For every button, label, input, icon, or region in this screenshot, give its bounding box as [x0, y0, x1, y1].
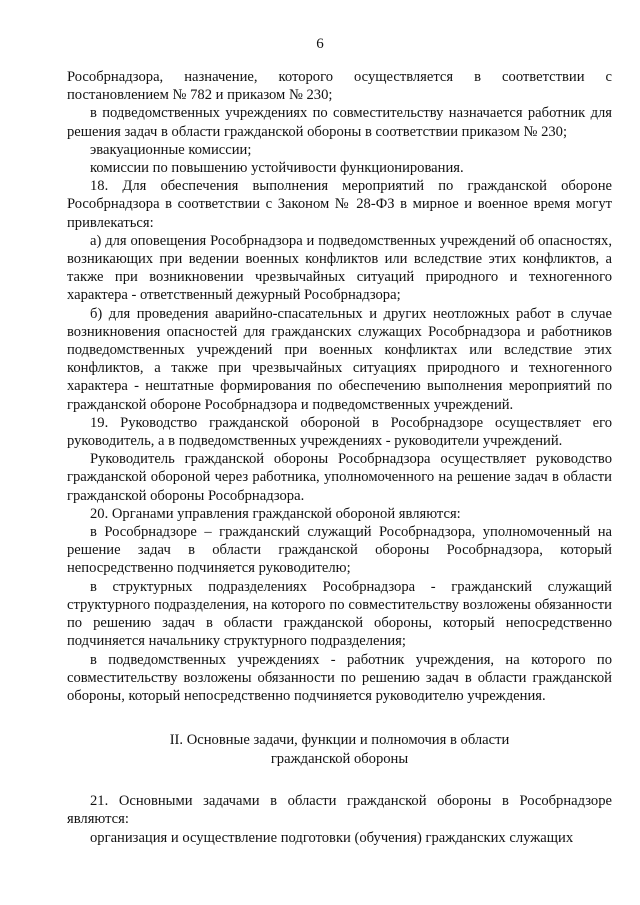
paragraph: 21. Основными задачами в области гражданской обороны в Рособрнадзоре являются: — [67, 793, 612, 828]
paragraph: организация и осуществление подготовки (обучения) гражданских служащих — [90, 829, 574, 846]
paragraph: 19. Руководство гражданской обороной в Рособрнадзоре осуществляет его руководитель, а в подведомственных учреждениях - руководители учреждений. — [67, 414, 612, 450]
paragraph: 20. Органами управления гражданской обороной являются: — [90, 505, 461, 522]
section-heading — [67, 731, 612, 768]
section-heading-line: гражданской обороны — [270, 750, 409, 767]
paragraph: в структурных подразделениях Рособрнадзора - гражданский служащий структурного подразделения, на которого по совместительству возложены обязанности по решению задач в области гражданской обороны, который непосредственно подчиняется начальнику структурного подразделения; — [67, 578, 612, 650]
page-number: 6 — [316, 36, 324, 52]
section-heading-line: II. Основные задачи, функции и полномочия в области — [169, 732, 510, 749]
paragraph: Рособрнадзора, назначение, которого осуществляется в соответствии с постановлением № 782 и приказом № 230; — [67, 69, 612, 104]
paragraph: комиссии по повышению устойчивости функционирования. — [90, 160, 464, 177]
paragraph: в подведомственных учреждениях - работник учреждения, на которого по совместительству возложены обязанности по решению задач в области гражданской обороны, который непосредственно подчиняется руководителю учреждения. — [67, 651, 612, 704]
paragraph: эвакуационные комиссии; — [90, 141, 252, 158]
paragraph: б) для проведения аварийно-спасательных и других неотложных работ в случае возникновения опасностей для гражданских служащих Рособрнадзора и работников подведомственных учреждений при военных конфликтах или вследствие этих конфликтов, а также при чрезвычайных ситуациях природного и техногенного характера - нештатные формирования по обеспечению выполнения мероприятий по гражданской обороне Рособрнадзора и подведомственных учреждений. — [67, 305, 612, 413]
paragraph: в подведомственных учреждениях по совместительству назначается работник для решения задач в области гражданской обороны в соответствии приказом № 230; — [67, 105, 612, 140]
paragraph: 18. Для обеспечения выполнения мероприятий по гражданской обороне Рособрнадзора в соответствии с Законом № 28-ФЗ в мирное и военное время могут привлекаться: — [67, 178, 612, 231]
document-body — [67, 68, 612, 847]
paragraph: Руководитель гражданской обороны Рособрнадзора осуществляет руководство гражданской обороной через работника, уполномоченного на решение задач в области гражданской обороны Рособрнадзора. — [67, 451, 612, 504]
paragraph: в Рособрнадзоре – гражданский служащий Рособрнадзора, уполномоченный на решение задач в области гражданской обороны Рособрнадзора, который непосредственно подчиняется руководителю; — [67, 524, 612, 577]
paragraph: а) для оповещения Рособрнадзора и подведомственных учреждений об опасностях, возникающих при ведении военных конфликтов или вследствие этих конфликтов, а также при возникновении чрезвычайных ситуаций природного и техногенного характера - ответственный дежурный Рособрнадзора; — [67, 232, 612, 304]
